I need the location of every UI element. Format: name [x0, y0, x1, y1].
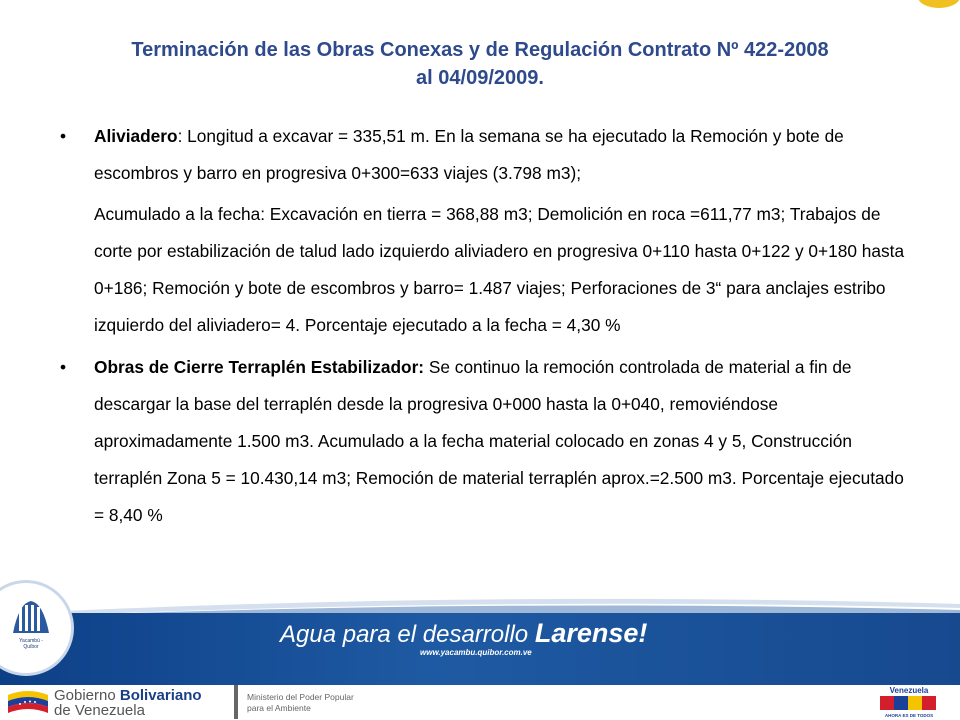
- ministry-line-2: para el Ambiente: [247, 703, 311, 713]
- bullet-marker: •: [60, 357, 67, 377]
- bullet-aliviadero: [60, 118, 910, 192]
- footer-slogan: [280, 618, 647, 650]
- footer-url: www.yacambu.quibor.com.ve: [420, 648, 532, 657]
- venezuela-sub: AHORA ES DE TODOS: [884, 713, 934, 718]
- ministry-line-1: Ministerio del Poder Popular: [247, 692, 354, 702]
- bullet-marker: •: [60, 126, 67, 146]
- obras-cierre-text: Se continuo la remoción controlada de material a fin de descargar la base del terraplén desde la progresiva 0+000 hasta la 0+040, removiéndose aproximadamente 1.500 m3. Acumulado a la fecha material colocado en zonas 4 y 5, Construcción terraplén Zona 5 = 10.430,14 m3; Remoción de material terraplén aprox.=2.500 m3. Porcentaje ejecutado = 8,40 %: [94, 357, 904, 525]
- gov-line-2: de Venezuela: [54, 702, 145, 719]
- ministry-name: [247, 692, 354, 714]
- gov-line-1b: Bolivariano: [119, 687, 202, 704]
- dam-logo-icon: [9, 597, 53, 635]
- corner-logo-fragment: [918, 0, 960, 8]
- obras-cierre-heading: Obras de Cierre Terraplén Estabilizador:: [94, 357, 425, 377]
- government-strip: [0, 685, 960, 720]
- slogan-bold: Larense!: [534, 618, 648, 648]
- slide-body: [60, 118, 910, 534]
- slogan-text: Agua para el desarrollo: [280, 621, 535, 648]
- slide-title: [40, 36, 920, 92]
- government-name: [54, 688, 202, 718]
- venezuela-flag-icon: [6, 689, 50, 717]
- title-line-2: al 04/09/2009.: [416, 67, 544, 89]
- divider: [234, 685, 238, 719]
- title-line-1: Terminación de las Obras Conexas y de Regulación Contrato Nº 422-2008: [131, 39, 829, 61]
- gov-line-1a: Gobierno: [54, 687, 120, 704]
- venezuela-label: Venezuela: [889, 686, 929, 695]
- aliviadero-text: : Longitud a excavar = 335,51 m. En la semana se ha ejecutado la Remoción y bote de escombros y barro en progresiva 0+300=633 viajes (3.798 m3);: [94, 126, 844, 183]
- bullet-obras-cierre: [60, 349, 910, 534]
- footer-banner: [0, 580, 960, 720]
- venezuela-ahora-logo: [874, 685, 944, 719]
- aliviadero-heading: Aliviadero: [94, 126, 178, 146]
- logo-caption: Yacambú - Quíbor: [19, 638, 43, 650]
- aliviadero-cumulative: Acumulado a la fecha: Excavación en tierra = 368,88 m3; Demolición en roca =611,77 m3; Trabajos de corte por estabilización de talud lado izquierdo aliviadero en progresiva 0+110 hasta 0+122 y 0+180 hasta 0+186; Remoción y bote de escombros y barro= 1.487 viajes; Perforaciones de 3“ para anclajes estribo izquierdo del aliviadero= 4. Porcentaje ejecutado a la fecha = 4,30 %: [94, 204, 905, 335]
